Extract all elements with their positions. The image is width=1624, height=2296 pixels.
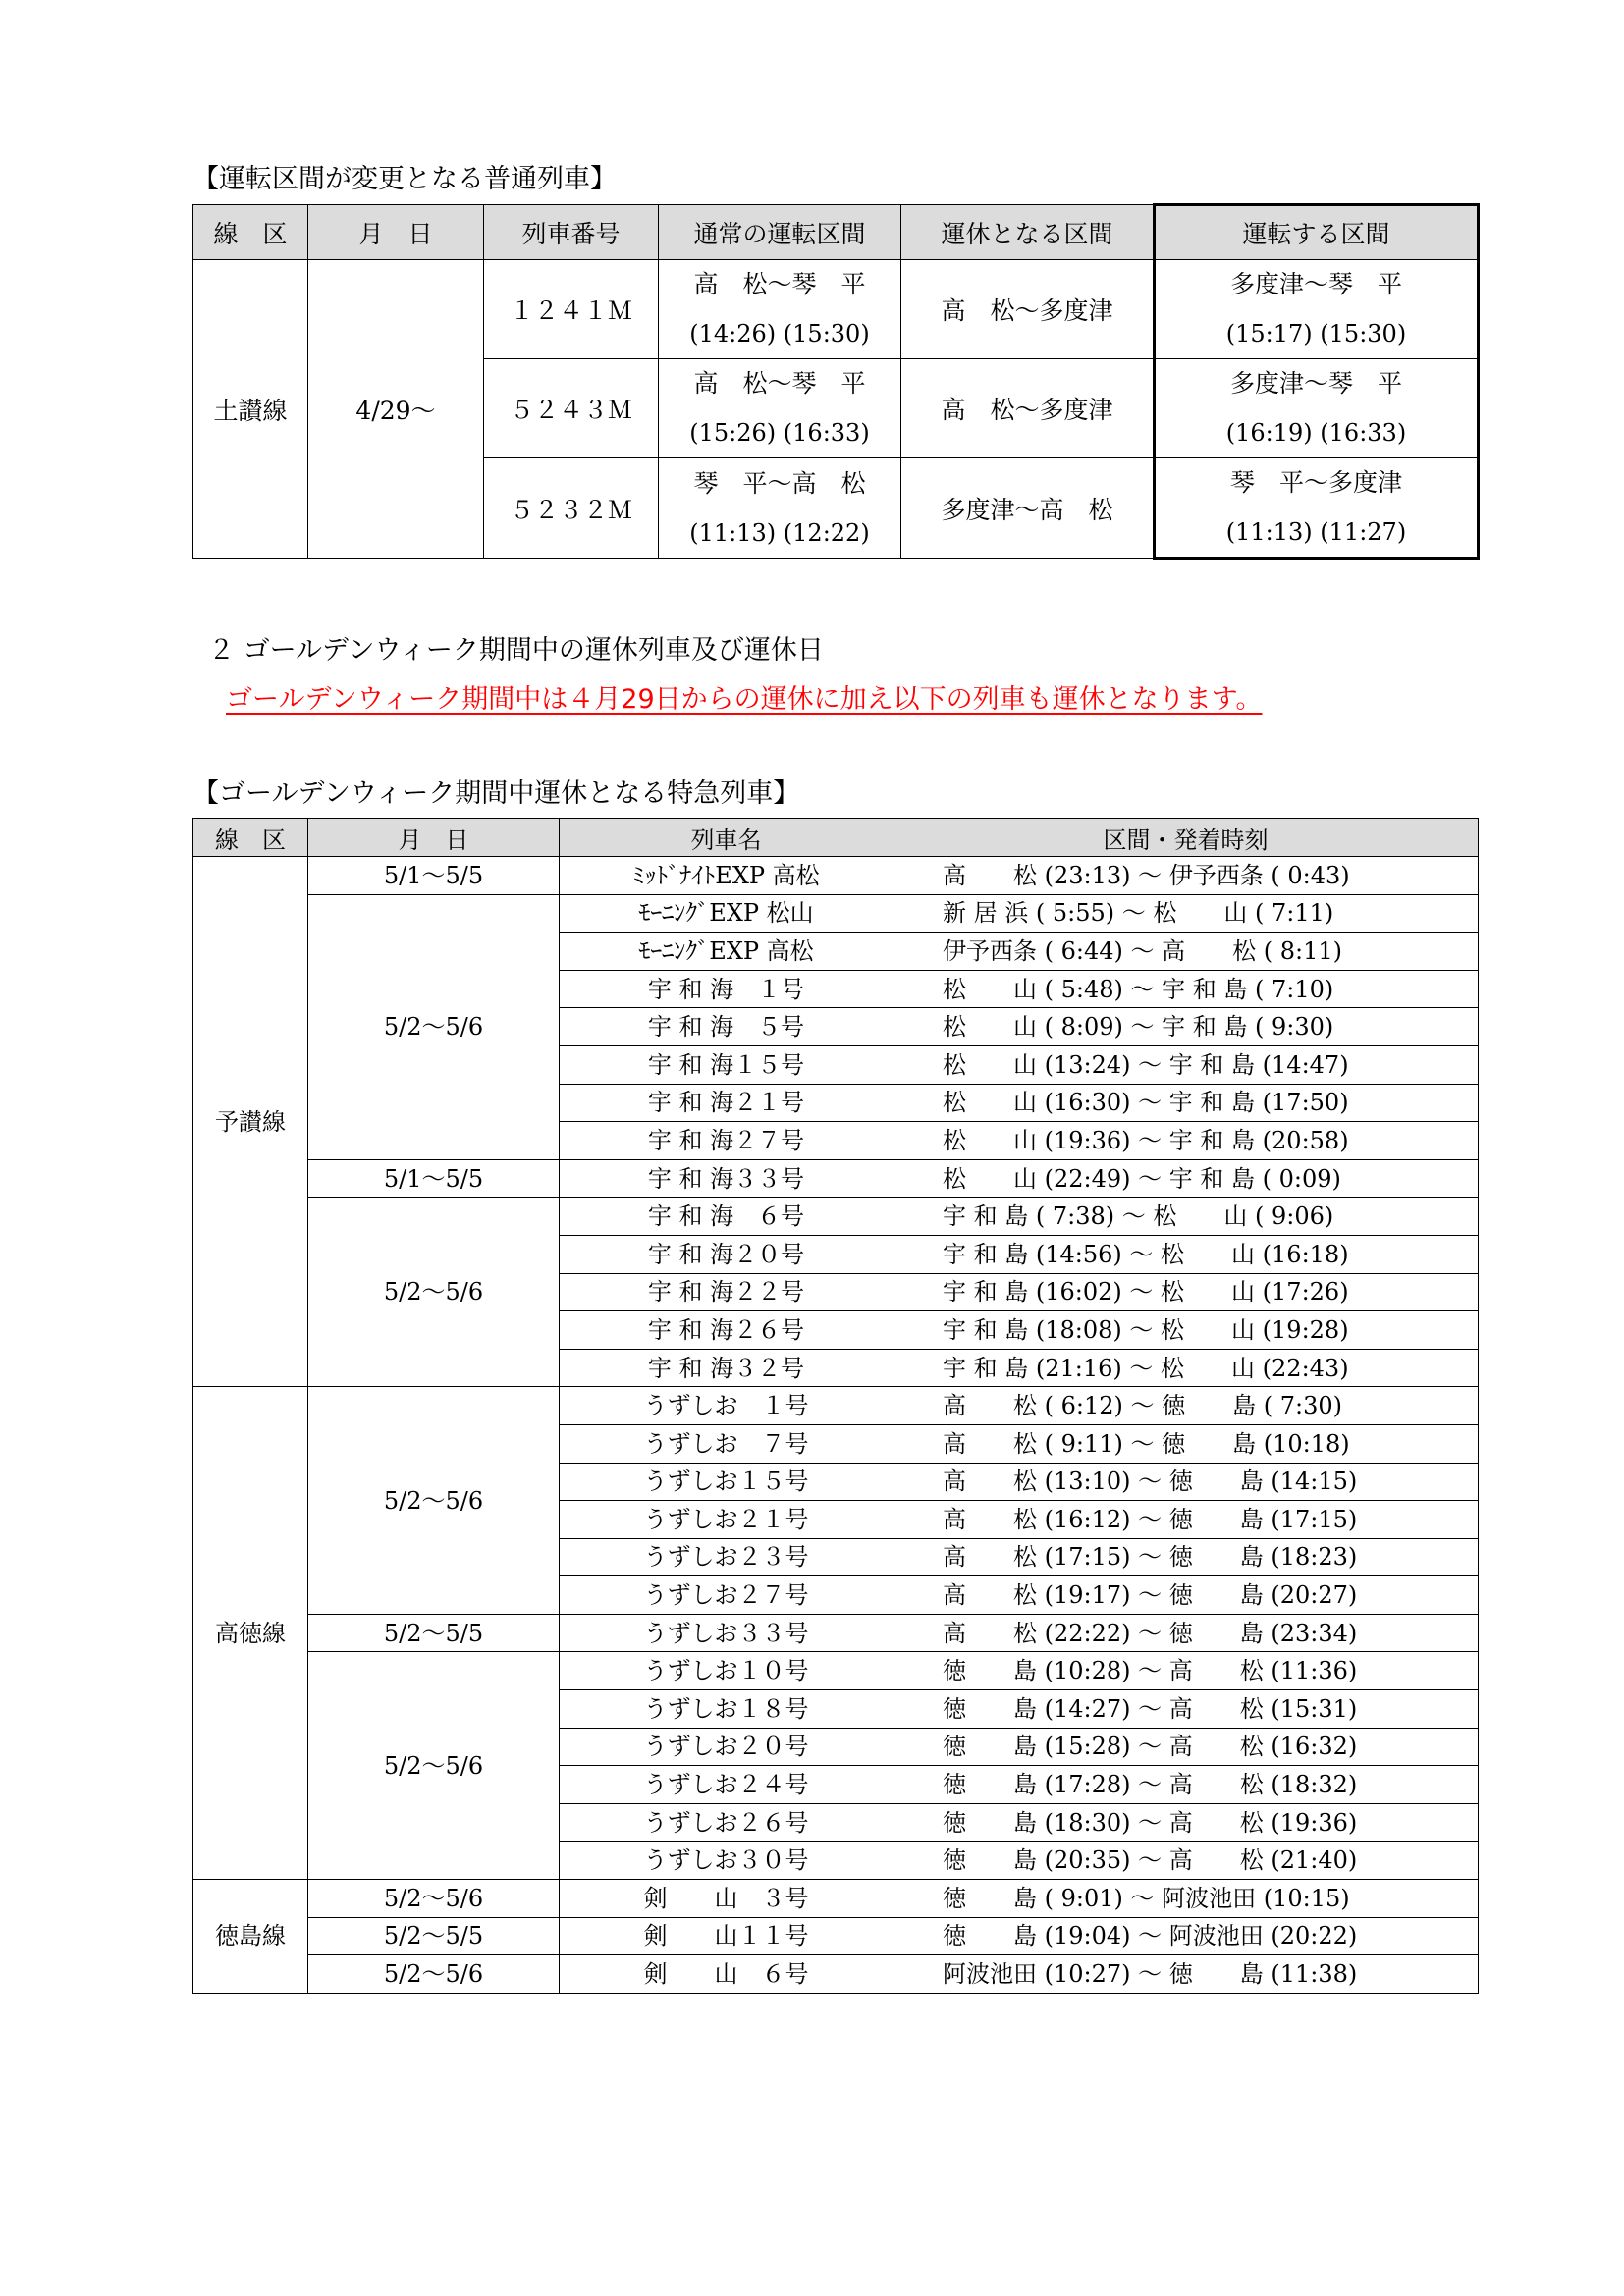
train-name-cell: うずしお１８号	[560, 1690, 893, 1729]
train-name-cell: 宇 和 海 ５号	[560, 1008, 893, 1046]
section-cell: 宇 和 島 (21:16) ～ 松 山 (22:43)	[893, 1349, 1479, 1387]
run-times: (15:17) (15:30)	[1225, 320, 1407, 347]
run-times: (11:13) (11:27)	[1225, 518, 1407, 546]
train-name-cell: うずしお１５号	[560, 1463, 893, 1501]
run-times: (16:19) (16:33)	[1225, 419, 1407, 447]
normal-section-cell	[659, 458, 901, 559]
section-cell: 高 松 ( 6:12) ～ 徳 島 ( 7:30)	[893, 1387, 1479, 1425]
col-header-line: 線 区	[193, 205, 308, 260]
suspended-section-cell: 高 松～多度津	[901, 359, 1155, 458]
normal-section: 高 松～琴 平	[693, 270, 866, 298]
red-notice: ゴールデンウィーク期間中は４月29日からの運休に加え以下の列車も運休となります。	[226, 684, 1263, 715]
date-cell: 5/2～5/6	[308, 1198, 560, 1387]
normal-times: (15:26) (16:33)	[689, 419, 870, 447]
col-header-run-section: 運転する区間	[1155, 205, 1479, 260]
train-name-cell: ﾐｯﾄﾞﾅｲﾄEXP 高松	[560, 857, 893, 895]
train-number-cell: １２４１Ｍ	[484, 260, 659, 359]
suspended-express-table	[192, 818, 1479, 1994]
train-name-cell: 宇 和 海 ６号	[560, 1198, 893, 1236]
section-cell: 松 山 (19:36) ～ 宇 和 島 (20:58)	[893, 1122, 1479, 1160]
date-cell: 5/2～5/5	[308, 1917, 560, 1955]
section-cell: 徳 島 (15:28) ～ 高 松 (16:32)	[893, 1728, 1479, 1766]
train-name-cell: うずしお １号	[560, 1387, 893, 1425]
section-cell: 宇 和 島 (16:02) ～ 松 山 (17:26)	[893, 1273, 1479, 1311]
section-cell: 松 山 ( 5:48) ～ 宇 和 島 ( 7:10)	[893, 970, 1479, 1008]
section-cell: 高 松 (22:22) ～ 徳 島 (23:34)	[893, 1614, 1479, 1652]
date-cell: 5/2～5/6	[308, 894, 560, 1159]
train-name-cell: うずしお２６号	[560, 1803, 893, 1842]
train-name-cell: うずしお３３号	[560, 1614, 893, 1652]
date-cell: 4/29～	[308, 260, 484, 559]
suspended-section-cell: 高 松～多度津	[901, 260, 1155, 359]
section-cell: 宇 和 島 (18:08) ～ 松 山 (19:28)	[893, 1311, 1479, 1350]
train-name-cell: うずしお２１号	[560, 1501, 893, 1539]
table-row	[193, 1198, 1479, 1236]
col-header-normal-section: 通常の運転区間	[659, 205, 901, 260]
table-row	[193, 1159, 1479, 1198]
section-cell: 宇 和 島 ( 7:38) ～ 松 山 ( 9:06)	[893, 1198, 1479, 1236]
table-row	[193, 894, 1479, 933]
train-name-cell: うずしお２３号	[560, 1538, 893, 1576]
train-name-cell: 剣 山 ６号	[560, 1955, 893, 1994]
run-section: 琴 平～多度津	[1229, 468, 1402, 497]
col-header-section-times: 区間・発着時刻	[893, 819, 1479, 857]
section-heading-local-trains: 【運転区間が変更となる普通列車】	[192, 164, 617, 194]
train-name-cell: 宇 和 海２０号	[560, 1235, 893, 1273]
section-cell: 松 山 (16:30) ～ 宇 和 島 (17:50)	[893, 1084, 1479, 1122]
train-name-cell: 宇 和 海 １号	[560, 970, 893, 1008]
line-cell: 予讃線	[193, 857, 308, 1387]
date-cell: 5/1～5/5	[308, 1159, 560, 1198]
section-cell: 阿波池田 (10:27) ～ 徳 島 (11:38)	[893, 1955, 1479, 1994]
table-row	[193, 1652, 1479, 1690]
table-row	[193, 1955, 1479, 1994]
section-cell: 徳 島 (18:30) ～ 高 松 (19:36)	[893, 1803, 1479, 1842]
section-cell: 松 山 (13:24) ～ 宇 和 島 (14:47)	[893, 1045, 1479, 1084]
section-cell: 高 松 (16:12) ～ 徳 島 (17:15)	[893, 1501, 1479, 1539]
train-name-cell: ﾓｰﾆﾝｸﾞEXP 松山	[560, 894, 893, 933]
table-header-row	[193, 819, 1479, 857]
table-row	[193, 1917, 1479, 1955]
train-name-cell: 宇 和 海２１号	[560, 1084, 893, 1122]
section-cell: 新 居 浜 ( 5:55) ～ 松 山 ( 7:11)	[893, 894, 1479, 933]
train-name-cell: うずしお１０号	[560, 1652, 893, 1690]
train-name-cell: 宇 和 海３２号	[560, 1349, 893, 1387]
train-name-cell: 宇 和 海３３号	[560, 1159, 893, 1198]
date-cell: 5/2～5/6	[308, 1387, 560, 1615]
run-section-cell	[1155, 458, 1479, 559]
train-name-cell: 剣 山１１号	[560, 1917, 893, 1955]
section-cell: 高 松 (19:17) ～ 徳 島 (20:27)	[893, 1576, 1479, 1615]
train-name-cell: うずしお ７号	[560, 1424, 893, 1463]
train-name-cell: 宇 和 海２２号	[560, 1273, 893, 1311]
section-cell: 伊予西条 ( 6:44) ～ 高 松 ( 8:11)	[893, 933, 1479, 971]
changed-section-table	[192, 203, 1480, 560]
train-name-cell: 宇 和 海１５号	[560, 1045, 893, 1084]
section-cell: 徳 島 (10:28) ～ 高 松 (11:36)	[893, 1652, 1479, 1690]
section-cell: 高 松 (23:13) ～ 伊予西条 ( 0:43)	[893, 857, 1479, 895]
date-cell: 5/2～5/6	[308, 1652, 560, 1880]
section-cell: 松 山 (22:49) ～ 宇 和 島 ( 0:09)	[893, 1159, 1479, 1198]
train-name-cell: うずしお２０号	[560, 1728, 893, 1766]
suspended-section-cell: 多度津～高 松	[901, 458, 1155, 559]
normal-times: (11:13) (12:22)	[689, 518, 870, 547]
run-section: 多度津～琴 平	[1229, 270, 1402, 298]
section-cell: 高 松 (17:15) ～ 徳 島 (18:23)	[893, 1538, 1479, 1576]
table-row	[193, 1387, 1479, 1425]
table-header-row	[193, 205, 1479, 260]
table-row	[193, 857, 1479, 895]
section-cell: 徳 島 (19:04) ～ 阿波池田 (20:22)	[893, 1917, 1479, 1955]
line-cell: 土讃線	[193, 260, 308, 559]
train-name-cell: うずしお３０号	[560, 1842, 893, 1880]
section-heading-limited-express: 【ゴールデンウィーク期間中運休となる特急列車】	[192, 778, 800, 809]
section-cell: 宇 和 島 (14:56) ～ 松 山 (16:18)	[893, 1235, 1479, 1273]
section-cell: 徳 島 (20:35) ～ 高 松 (21:40)	[893, 1842, 1479, 1880]
section-heading-gw: ２ ゴールデンウィーク期間中の運休列車及び運休日	[208, 635, 824, 666]
col-header-suspended-section: 運休となる区間	[901, 205, 1155, 260]
line-cell: 高徳線	[193, 1387, 308, 1880]
table-row	[193, 1614, 1479, 1652]
section-cell: 徳 島 ( 9:01) ～ 阿波池田 (10:15)	[893, 1880, 1479, 1918]
train-name-cell: 剣 山 ３号	[560, 1880, 893, 1918]
train-name-cell: ﾓｰﾆﾝｸﾞEXP 高松	[560, 933, 893, 971]
table-row	[193, 1880, 1479, 1918]
date-cell: 5/2～5/6	[308, 1880, 560, 1918]
table-row	[193, 260, 1479, 359]
train-name-cell: うずしお２７号	[560, 1576, 893, 1615]
col-header-train-number: 列車番号	[484, 205, 659, 260]
section-cell: 松 山 ( 8:09) ～ 宇 和 島 ( 9:30)	[893, 1008, 1479, 1046]
col-header-train-name: 列車名	[560, 819, 893, 857]
run-section: 多度津～琴 平	[1229, 369, 1402, 398]
train-name-cell: 宇 和 海２６号	[560, 1311, 893, 1350]
normal-section-cell	[659, 359, 901, 458]
col-header-line: 線 区	[193, 819, 308, 857]
section-cell: 高 松 (13:10) ～ 徳 島 (14:15)	[893, 1463, 1479, 1501]
run-section-cell	[1155, 359, 1479, 458]
col-header-date: 月 日	[308, 205, 484, 260]
normal-section: 高 松～琴 平	[693, 369, 866, 398]
train-name-cell: 宇 和 海２７号	[560, 1122, 893, 1160]
train-number-cell: ５２３２Ｍ	[484, 458, 659, 559]
date-cell: 5/1～5/5	[308, 857, 560, 895]
date-cell: 5/2～5/6	[308, 1955, 560, 1994]
normal-section: 琴 平～高 松	[693, 468, 866, 498]
section-cell: 徳 島 (17:28) ～ 高 松 (18:32)	[893, 1766, 1479, 1804]
train-number-cell: ５２４３Ｍ	[484, 359, 659, 458]
line-cell: 徳島線	[193, 1880, 308, 1994]
section-cell: 高 松 ( 9:11) ～ 徳 島 (10:18)	[893, 1424, 1479, 1463]
col-header-date: 月 日	[308, 819, 560, 857]
run-section-cell	[1155, 260, 1479, 359]
train-name-cell: うずしお２４号	[560, 1766, 893, 1804]
date-cell: 5/2～5/5	[308, 1614, 560, 1652]
normal-times: (14:26) (15:30)	[689, 320, 870, 347]
section-cell: 徳 島 (14:27) ～ 高 松 (15:31)	[893, 1690, 1479, 1729]
normal-section-cell	[659, 260, 901, 359]
